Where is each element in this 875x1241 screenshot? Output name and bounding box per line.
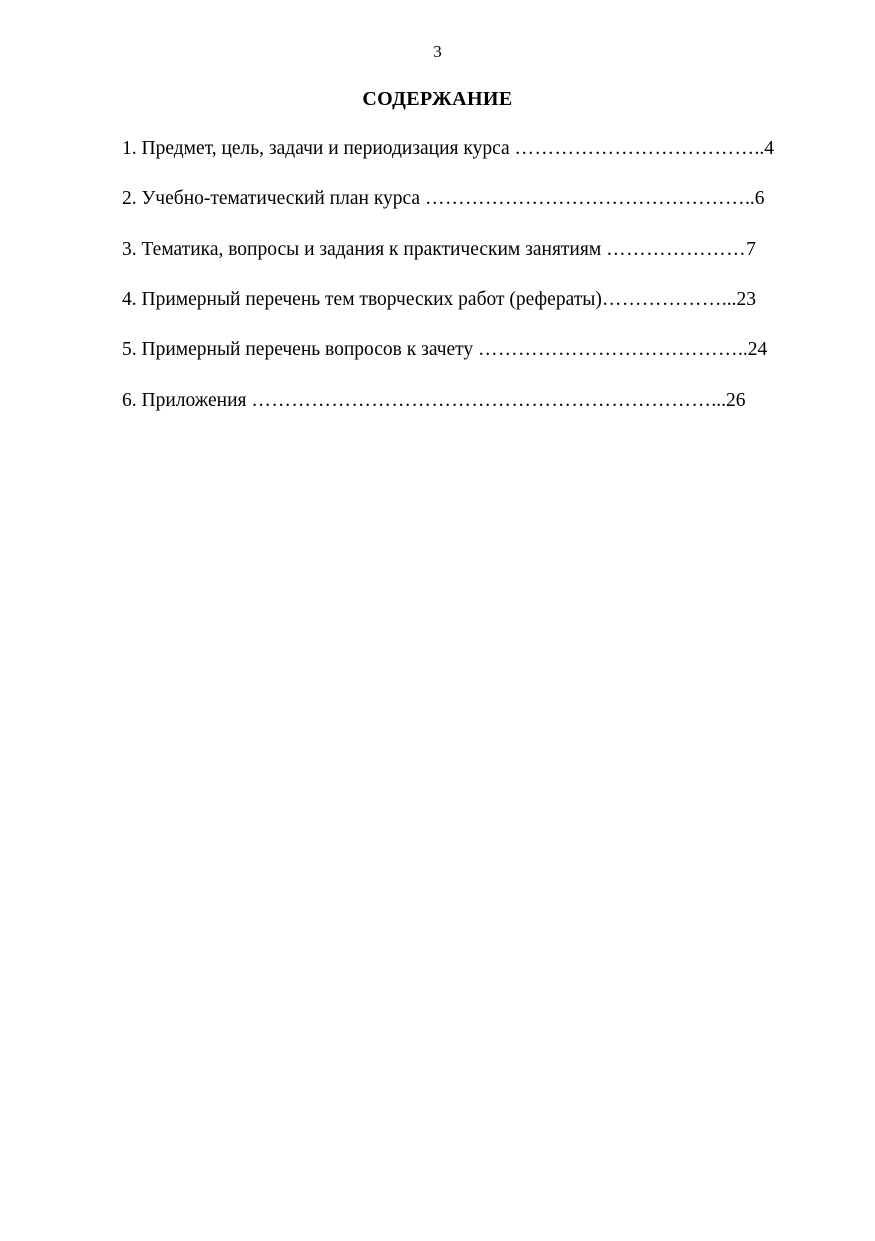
toc-entry-page: ..6 — [744, 188, 765, 210]
toc-entry[interactable] — [122, 337, 794, 363]
toc-entry-leaders: ………………… — [606, 238, 747, 260]
toc-entry-page: ..24 — [738, 339, 768, 361]
toc-entry-label: 2. Учебно-тематический план курса — [122, 188, 425, 210]
toc-entry-page: ..4 — [754, 138, 775, 159]
toc-entry-label: 6. Приложения — [122, 389, 252, 411]
toc-entry-leaders: ………………………………… — [478, 339, 739, 361]
toc-entry[interactable] — [122, 287, 794, 313]
toc-entry-page: ...23 — [721, 288, 756, 310]
toc-entry[interactable] — [122, 237, 794, 263]
toc-entry-label: 4. Примерный перечень тем творческих работ (рефераты) — [122, 288, 602, 310]
toc-entry-label: 5. Примерный перечень вопросов к зачету — [122, 339, 479, 361]
page-title: СОДЕРЖАНИЕ — [362, 88, 513, 110]
toc-entry-leaders: ……………………………… — [514, 138, 755, 159]
toc-entry-leaders: ……………… — [601, 288, 722, 310]
toc-entry[interactable] — [122, 136, 794, 162]
toc-entry[interactable] — [122, 388, 794, 414]
page-number: 3 — [433, 42, 442, 61]
toc-entry-label: 1. Предмет, цель, задачи и периодизация курса — [122, 138, 515, 159]
table-of-contents — [122, 136, 794, 438]
toc-entry-leaders: …………………………………………………………… — [251, 389, 712, 411]
toc-entry[interactable] — [122, 186, 794, 212]
toc-entry-page: ...26 — [711, 389, 746, 411]
toc-entry-label: 3. Тематика, вопросы и задания к практическим занятиям — [122, 238, 607, 260]
toc-entry-leaders: ………………………………………… — [424, 188, 745, 210]
toc-entry-page: 7 — [746, 238, 756, 260]
